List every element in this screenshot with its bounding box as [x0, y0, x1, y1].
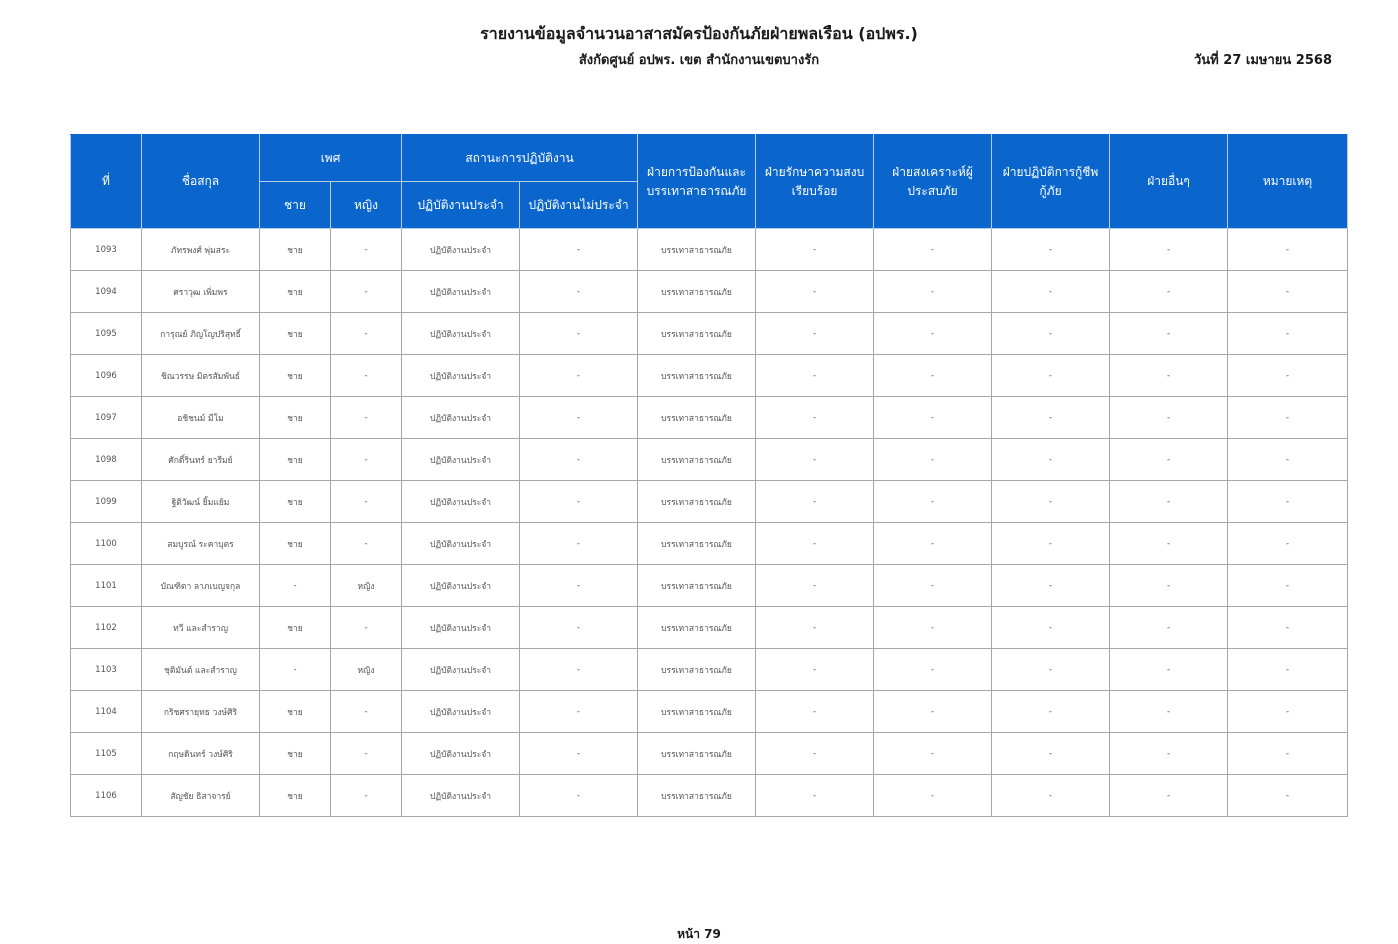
cell-no: 1103 [71, 649, 142, 691]
cell-rescue: - [992, 565, 1110, 607]
table-row [71, 355, 1348, 397]
table-row [71, 397, 1348, 439]
cell-other: - [1110, 229, 1228, 271]
cell-other: - [1110, 691, 1228, 733]
cell-male: ชาย [260, 439, 331, 481]
cell-name: สัญชัย ธิสาจารย์ [142, 775, 260, 817]
report-title: รายงานข้อมูลจำนวนอาสาสมัครป้องกันภัยฝ่ายพลเรือน (อปพร.) [480, 24, 918, 43]
cell-female: - [331, 691, 402, 733]
cell-name: กริชศรายุทธ วงษ์ศิริ [142, 691, 260, 733]
cell-rescue: - [992, 775, 1110, 817]
header-no: ที่ [71, 135, 142, 229]
cell-peace: - [756, 439, 874, 481]
cell-irregular: - [520, 271, 638, 313]
table-row [71, 565, 1348, 607]
cell-female: - [331, 271, 402, 313]
cell-regular: ปฏิบัติงานประจำ [402, 649, 520, 691]
table-row [71, 649, 1348, 691]
cell-rescue: - [992, 229, 1110, 271]
cell-regular: ปฏิบัติงานประจำ [402, 775, 520, 817]
cell-male: - [260, 649, 331, 691]
cell-prevention: บรรเทาสาธารณภัย [638, 607, 756, 649]
cell-welfare: - [874, 481, 992, 523]
cell-prevention: บรรเทาสาธารณภัย [638, 481, 756, 523]
cell-remark: - [1228, 565, 1348, 607]
cell-remark: - [1228, 397, 1348, 439]
cell-peace: - [756, 229, 874, 271]
cell-male: - [260, 565, 331, 607]
cell-irregular: - [520, 607, 638, 649]
cell-rescue: - [992, 607, 1110, 649]
cell-prevention: บรรเทาสาธารณภัย [638, 439, 756, 481]
cell-no: 1093 [71, 229, 142, 271]
cell-irregular: - [520, 355, 638, 397]
cell-welfare: - [874, 271, 992, 313]
cell-female: หญิง [331, 649, 402, 691]
table-row [71, 439, 1348, 481]
cell-prevention: บรรเทาสาธารณภัย [638, 523, 756, 565]
cell-male: ชาย [260, 691, 331, 733]
cell-welfare: - [874, 439, 992, 481]
cell-other: - [1110, 313, 1228, 355]
header-irregular: ปฏิบัติงานไม่ประจำ [520, 182, 638, 229]
cell-peace: - [756, 691, 874, 733]
cell-prevention: บรรเทาสาธารณภัย [638, 313, 756, 355]
cell-remark: - [1228, 607, 1348, 649]
cell-female: - [331, 607, 402, 649]
cell-name: บัณฑิตา ลาภเบญจกุล [142, 565, 260, 607]
table-row [71, 229, 1348, 271]
cell-name: สมบูรณ์ ระคาบุตร [142, 523, 260, 565]
cell-welfare: - [874, 313, 992, 355]
cell-female: - [331, 775, 402, 817]
cell-no: 1094 [71, 271, 142, 313]
cell-prevention: บรรเทาสาธารณภัย [638, 271, 756, 313]
table-row [71, 775, 1348, 817]
cell-no: 1101 [71, 565, 142, 607]
header-male: ชาย [260, 182, 331, 229]
cell-prevention: บรรเทาสาธารณภัย [638, 691, 756, 733]
cell-welfare: - [874, 523, 992, 565]
page-number: หน้า 79 [677, 927, 721, 941]
cell-regular: ปฏิบัติงานประจำ [402, 523, 520, 565]
cell-female: - [331, 229, 402, 271]
cell-irregular: - [520, 523, 638, 565]
cell-irregular: - [520, 397, 638, 439]
cell-irregular: - [520, 733, 638, 775]
cell-male: ชาย [260, 733, 331, 775]
cell-no: 1104 [71, 691, 142, 733]
header-regular: ปฏิบัติงานประจำ [402, 182, 520, 229]
cell-male: ชาย [260, 355, 331, 397]
cell-welfare: - [874, 733, 992, 775]
cell-peace: - [756, 313, 874, 355]
table-row [71, 607, 1348, 649]
cell-regular: ปฏิบัติงานประจำ [402, 607, 520, 649]
cell-other: - [1110, 565, 1228, 607]
cell-female: - [331, 439, 402, 481]
cell-male: ชาย [260, 481, 331, 523]
cell-prevention: บรรเทาสาธารณภัย [638, 775, 756, 817]
cell-peace: - [756, 523, 874, 565]
cell-prevention: บรรเทาสาธารณภัย [638, 229, 756, 271]
cell-welfare: - [874, 607, 992, 649]
table-row [71, 313, 1348, 355]
cell-irregular: - [520, 481, 638, 523]
cell-other: - [1110, 397, 1228, 439]
cell-irregular: - [520, 313, 638, 355]
cell-no: 1102 [71, 607, 142, 649]
cell-prevention: บรรเทาสาธารณภัย [638, 565, 756, 607]
header-remark: หมายเหตุ [1228, 135, 1348, 229]
cell-irregular: - [520, 565, 638, 607]
table-row [71, 271, 1348, 313]
cell-welfare: - [874, 775, 992, 817]
cell-remark: - [1228, 271, 1348, 313]
cell-other: - [1110, 439, 1228, 481]
cell-other: - [1110, 523, 1228, 565]
volunteer-table [70, 134, 1348, 817]
cell-other: - [1110, 733, 1228, 775]
cell-rescue: - [992, 481, 1110, 523]
cell-regular: ปฏิบัติงานประจำ [402, 271, 520, 313]
cell-male: ชาย [260, 775, 331, 817]
cell-other: - [1110, 481, 1228, 523]
header-peace: ฝ่ายรักษาความสงบเรียบร้อย [756, 135, 874, 229]
cell-male: ชาย [260, 313, 331, 355]
cell-name: อชิชนม์ มีโม [142, 397, 260, 439]
cell-male: ชาย [260, 229, 331, 271]
cell-peace: - [756, 565, 874, 607]
cell-remark: - [1228, 523, 1348, 565]
cell-male: ชาย [260, 607, 331, 649]
cell-female: - [331, 481, 402, 523]
cell-regular: ปฏิบัติงานประจำ [402, 733, 520, 775]
cell-regular: ปฏิบัติงานประจำ [402, 313, 520, 355]
header-gender: เพศ [260, 135, 402, 182]
cell-welfare: - [874, 565, 992, 607]
cell-regular: ปฏิบัติงานประจำ [402, 439, 520, 481]
cell-female: - [331, 355, 402, 397]
cell-name: ศักดิ์รินทร์ ยารีมย์ [142, 439, 260, 481]
cell-name: ชุติมันต์ และสำราญ [142, 649, 260, 691]
cell-prevention: บรรเทาสาธารณภัย [638, 397, 756, 439]
cell-peace: - [756, 271, 874, 313]
cell-prevention: บรรเทาสาธารณภัย [638, 649, 756, 691]
table-row [71, 691, 1348, 733]
cell-peace: - [756, 775, 874, 817]
cell-rescue: - [992, 523, 1110, 565]
cell-regular: ปฏิบัติงานประจำ [402, 397, 520, 439]
cell-remark: - [1228, 649, 1348, 691]
table-body [71, 229, 1348, 817]
cell-rescue: - [992, 691, 1110, 733]
cell-irregular: - [520, 775, 638, 817]
cell-rescue: - [992, 397, 1110, 439]
cell-remark: - [1228, 481, 1348, 523]
cell-male: ชาย [260, 271, 331, 313]
table-row [71, 481, 1348, 523]
header-name: ชื่อสกุล [142, 135, 260, 229]
cell-male: ชาย [260, 397, 331, 439]
cell-peace: - [756, 397, 874, 439]
cell-rescue: - [992, 649, 1110, 691]
cell-welfare: - [874, 691, 992, 733]
cell-name: การุณย์ ภิญโญปริสุทธิ์ [142, 313, 260, 355]
cell-no: 1095 [71, 313, 142, 355]
cell-no: 1098 [71, 439, 142, 481]
cell-female: หญิง [331, 565, 402, 607]
cell-remark: - [1228, 733, 1348, 775]
cell-rescue: - [992, 313, 1110, 355]
cell-peace: - [756, 355, 874, 397]
cell-prevention: บรรเทาสาธารณภัย [638, 733, 756, 775]
cell-name: ชิณวรรษ มิตรสัมพันธ์ [142, 355, 260, 397]
cell-welfare: - [874, 229, 992, 271]
cell-irregular: - [520, 649, 638, 691]
cell-other: - [1110, 355, 1228, 397]
cell-remark: - [1228, 439, 1348, 481]
cell-rescue: - [992, 355, 1110, 397]
header-status: สถานะการปฏิบัติงาน [402, 135, 638, 182]
cell-rescue: - [992, 271, 1110, 313]
cell-name: กฤษดินทร์ วงษ์ศิริ [142, 733, 260, 775]
header-welfare: ฝ่ายสงเคราะห์ผู้ประสบภัย [874, 135, 992, 229]
cell-peace: - [756, 481, 874, 523]
cell-irregular: - [520, 229, 638, 271]
cell-remark: - [1228, 313, 1348, 355]
cell-no: 1105 [71, 733, 142, 775]
header-female: หญิง [331, 182, 402, 229]
cell-remark: - [1228, 229, 1348, 271]
header-prevention: ฝ่ายการป้องกันและบรรเทาสาธารณภัย [638, 135, 756, 229]
cell-no: 1097 [71, 397, 142, 439]
cell-no: 1100 [71, 523, 142, 565]
cell-regular: ปฏิบัติงานประจำ [402, 229, 520, 271]
cell-remark: - [1228, 691, 1348, 733]
cell-remark: - [1228, 355, 1348, 397]
cell-male: ชาย [260, 523, 331, 565]
cell-no: 1096 [71, 355, 142, 397]
cell-name: ฐิติวัฒน์ ยิ้มแย้ม [142, 481, 260, 523]
cell-irregular: - [520, 439, 638, 481]
cell-name: ภัทรพงศ์ พุ่มสระ [142, 229, 260, 271]
cell-remark: - [1228, 775, 1348, 817]
cell-peace: - [756, 607, 874, 649]
cell-female: - [331, 523, 402, 565]
cell-welfare: - [874, 397, 992, 439]
table-row [71, 523, 1348, 565]
report-date: วันที่ 27 เมษายน 2568 [1194, 53, 1332, 68]
cell-no: 1106 [71, 775, 142, 817]
cell-rescue: - [992, 733, 1110, 775]
cell-peace: - [756, 649, 874, 691]
header-rescue: ฝ่ายปฏิบัติการกู้ชีพกู้ภัย [992, 135, 1110, 229]
cell-name: ศราวุฒ เพิ่มพร [142, 271, 260, 313]
cell-prevention: บรรเทาสาธารณภัย [638, 355, 756, 397]
cell-other: - [1110, 607, 1228, 649]
cell-welfare: - [874, 649, 992, 691]
cell-regular: ปฏิบัติงานประจำ [402, 481, 520, 523]
cell-regular: ปฏิบัติงานประจำ [402, 691, 520, 733]
cell-other: - [1110, 649, 1228, 691]
cell-other: - [1110, 775, 1228, 817]
cell-irregular: - [520, 691, 638, 733]
cell-other: - [1110, 271, 1228, 313]
header-other: ฝ่ายอื่นๆ [1110, 135, 1228, 229]
cell-female: - [331, 397, 402, 439]
report-subtitle: สังกัดศูนย์ อปพร. เขต สำนักงานเขตบางรัก [578, 53, 820, 68]
table-row [71, 733, 1348, 775]
cell-rescue: - [992, 439, 1110, 481]
cell-welfare: - [874, 355, 992, 397]
cell-regular: ปฏิบัติงานประจำ [402, 565, 520, 607]
cell-regular: ปฏิบัติงานประจำ [402, 355, 520, 397]
cell-no: 1099 [71, 481, 142, 523]
cell-peace: - [756, 733, 874, 775]
cell-female: - [331, 733, 402, 775]
cell-female: - [331, 313, 402, 355]
cell-name: ทวี และสำราญ [142, 607, 260, 649]
